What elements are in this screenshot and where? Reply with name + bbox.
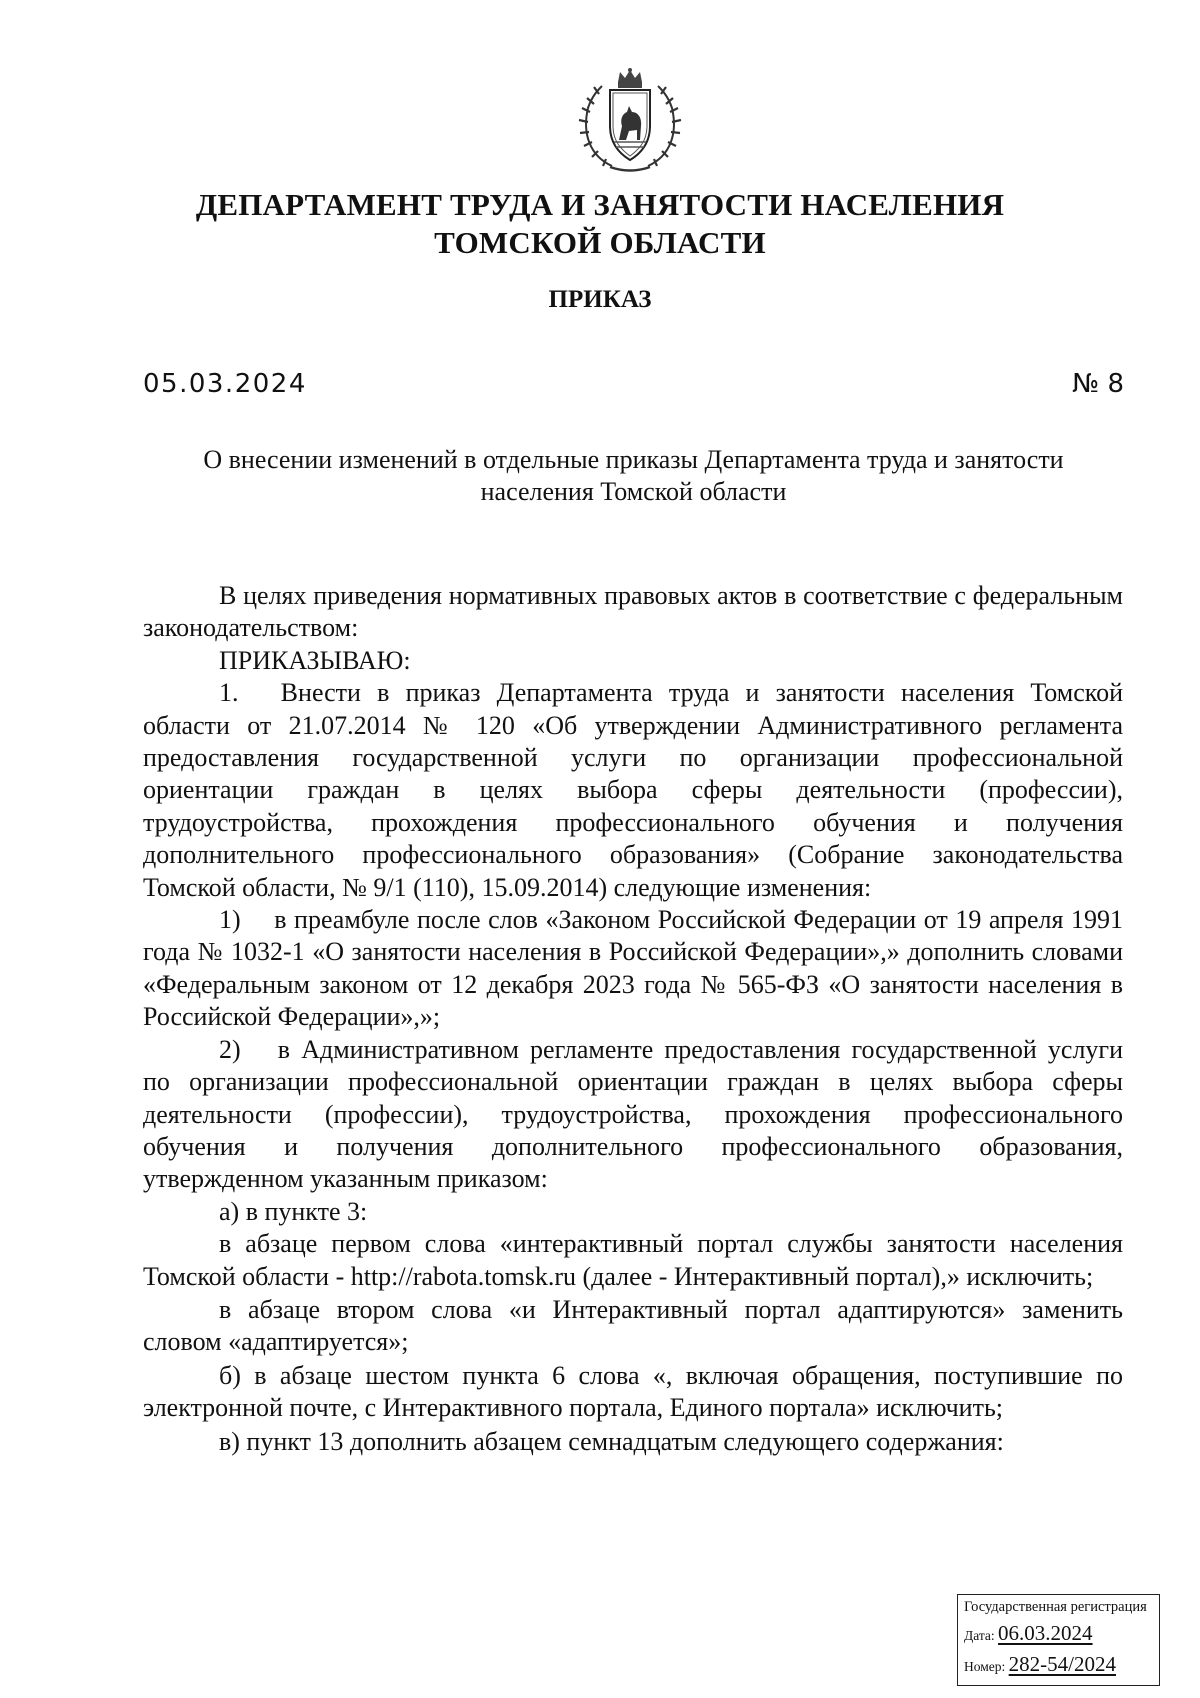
subject-line-1: О внесении изменений в отдельные приказы Департамента труда и занятости [203,445,1064,474]
document-type-title: ПРИКАЗ [548,286,652,313]
body-paragraph-point-a-2: в абзаце втором слова «и Интерактивный портал адаптируются» заменить словом «адаптируется»; [143,1294,1123,1357]
body-paragraph-item-1: 1. Внести в приказ Департамента труда и занятости населения Томской области от 21.07.2014 № 120 «Об утверждении Административного регламента предоставления государственной услуги по организации профессиональной ориентации граждан в целях выбора сферы деятельности (профессии), трудоустройства, прохождения профессионального обучения и получения дополнительного профессионального образования» (Собрание законодательства Томской области, № 9/1 (110), 15.09.2014) следующие изменения: [143,678,1123,902]
stamp-date-row [964,1619,1153,1650]
body-paragraph-preamble: В целях приведения нормативных правовых актов в соответствие с федеральным законодательством: [143,581,1123,643]
body-paragraph-point-a: а) в пункте 3: [219,1196,368,1226]
body-paragraph-point-a-1: в абзаце первом слова «интерактивный портал службы занятости населения Томской области - http://rabota.tomsk.ru (далее - Интерактивный портал),» исключить; [143,1229,1123,1291]
document-body [143,580,1123,1458]
document-number: № 8 [1072,369,1124,399]
body-paragraph-subitem-1: 1) в преамбуле после слов «Законом Российской Федерации от 19 апреля 1991 года № 1032-1 «О занятости населения в Российской Федерации»,» дополнить словами «Федеральным законом от 12 декабря 2023 года № 565-ФЗ «О занятости населения в Российской Федерации»,»; [143,905,1123,1032]
body-paragraph-point-c: в) пункт 13 дополнить абзацем семнадцатым следующего содержания: [219,1426,1004,1456]
body-paragraph-point-b: б) в абзаце шестом пункта 6 слова «, включая обращения, поступившие по электронной почте, с Интерактивного портала, Единого портала» исключить; [143,1360,1123,1423]
subject-line-2: населения Томской области [480,477,787,506]
stamp-number-label: Номер: [964,1659,1006,1674]
document-date: 05.03.2024 [143,369,307,399]
stamp-title: Государственная регистрация [964,1599,1147,1615]
stamp-number-value: 282-54/2024 [1008,1652,1116,1676]
coat-of-arms-emblem [572,68,688,176]
document-subject [143,444,1124,508]
organization-name-line-2: ТОМСКОЙ ОБЛАСТИ [434,225,766,260]
stamp-date-label: Дата: [964,1628,995,1643]
body-paragraph-order: ПРИКАЗЫВАЮ: [219,645,411,675]
stamp-number-row [964,1650,1153,1681]
registration-stamp [957,1594,1160,1686]
body-paragraph-subitem-2: 2) в Административном регламенте предоставления государственной услуги по организации профессиональной ориентации граждан в целях выбора сферы деятельности (профессии), трудоустройства, прохождения профессионального обучения и получения дополнительного профессионального образования, утвержденном указанным приказом: [143,1034,1123,1194]
organization-name-line-1: ДЕПАРТАМЕНТ ТРУДА И ЗАНЯТОСТИ НАСЕЛЕНИЯ [195,187,1005,222]
stamp-date-value: 06.03.2024 [998,1621,1093,1645]
